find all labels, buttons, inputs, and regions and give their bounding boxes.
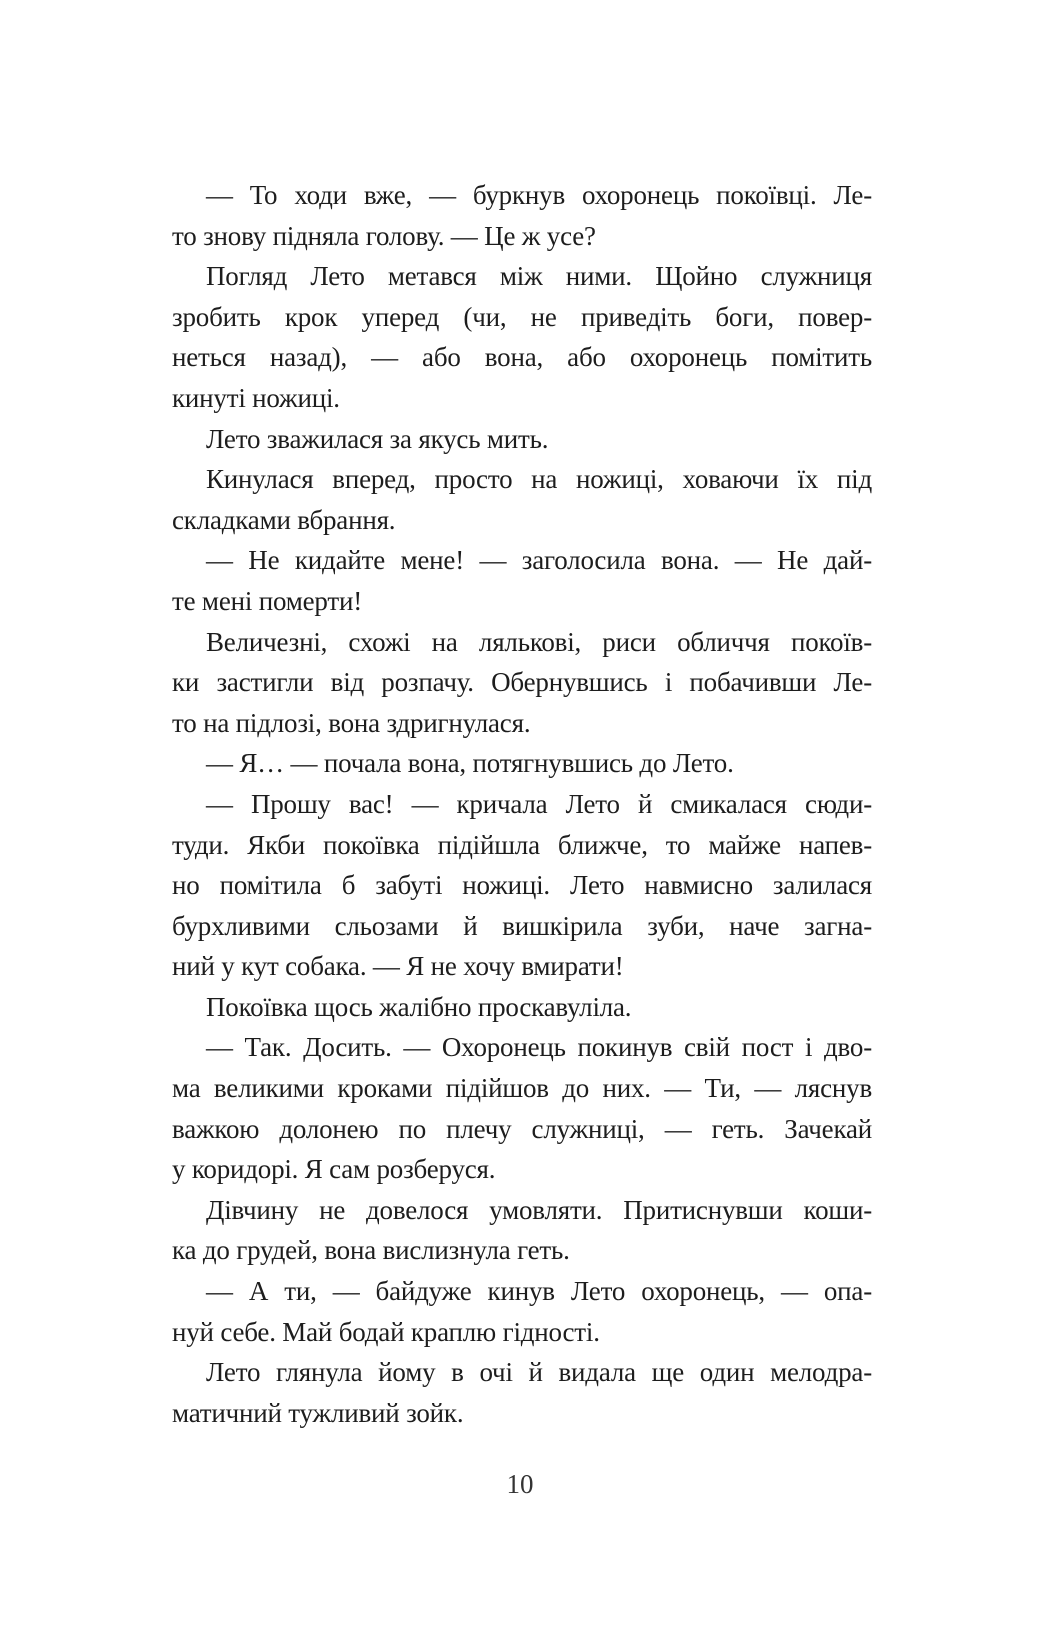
text-line: матичний тужливий зойк.: [172, 1397, 464, 1428]
text-line: — Не кидайте мене! — заголосила вона. — Не дай-: [206, 545, 872, 576]
text-line: нуй себе. Май бодай краплю гідності.: [172, 1316, 600, 1347]
text-line: зробить крок уперед (чи, не приведіть боги, повер-: [172, 301, 872, 332]
text-line: ма великими кроками підійшов до них. — Ти, — ляснув: [172, 1073, 872, 1104]
text-line: — Так. Досить. — Охоронець покинув свій пост і дво-: [206, 1032, 872, 1063]
text-line: Дівчину не довелося умовляти. Притиснувши коши-: [206, 1194, 872, 1225]
text-line: Покоївка щось жалібно проскавуліла.: [206, 991, 632, 1022]
text-line: — А ти, — байдуже кинув Лето охоронець, — опа-: [206, 1276, 872, 1307]
text-line: туди. Якби покоївка підійшла ближче, то майже напев-: [172, 829, 872, 860]
text-line: складками вбрання.: [172, 504, 396, 535]
text-block: [172, 175, 872, 1433]
text-line: Лето зважилася за якусь мить.: [206, 423, 549, 454]
text-line: — Прошу вас! — кричала Лето й смикалася сюди-: [206, 788, 872, 819]
text-line: неться назад), — або вона, або охоронець помітить: [172, 342, 872, 373]
text-line: — Я… — почала вона, потягнувшись до Лето.: [206, 748, 734, 779]
text-line: ка до грудей, вона вислизнула геть.: [172, 1235, 570, 1266]
text-line: — То ходи вже, — буркнув охоронець покоївці. Ле-: [206, 180, 872, 210]
text-line: кинуті ножиці.: [172, 382, 340, 413]
text-line: то знову підняла голову. — Це ж усе?: [172, 220, 596, 251]
text-line: то на підлозі, вона здригнулася.: [172, 707, 531, 738]
text-line: у коридорі. Я сам розберуся.: [172, 1154, 496, 1185]
text-line: бурхливими сльозами й вишкірила зуби, наче загна-: [172, 910, 872, 941]
text-line: ки застигли від розпачу. Обернувшись і побачивши Ле-: [172, 667, 872, 698]
text-line: ний у кут собака. — Я не хочу вмирати!: [172, 951, 624, 982]
text-line: те мені померти!: [172, 585, 362, 616]
text-line: но помітила б забуті ножиці. Лето навмисно залилася: [172, 870, 872, 901]
text-line: важкою долонею по плечу служниці, — геть. Зачекай: [172, 1113, 872, 1144]
page-number: 10: [506, 1469, 534, 1499]
text-line: Лето глянула йому в очі й видала ще один мелодра-: [206, 1357, 872, 1388]
text-line: Погляд Лето метався між ними. Щойно служниця: [206, 261, 872, 292]
text-line: Величезні, схожі на лялькові, риси обличчя покоїв-: [206, 626, 872, 657]
page-footer: [0, 1468, 1040, 1500]
text-line: Кинулася вперед, просто на ножиці, ховаючи їх під: [206, 464, 872, 495]
